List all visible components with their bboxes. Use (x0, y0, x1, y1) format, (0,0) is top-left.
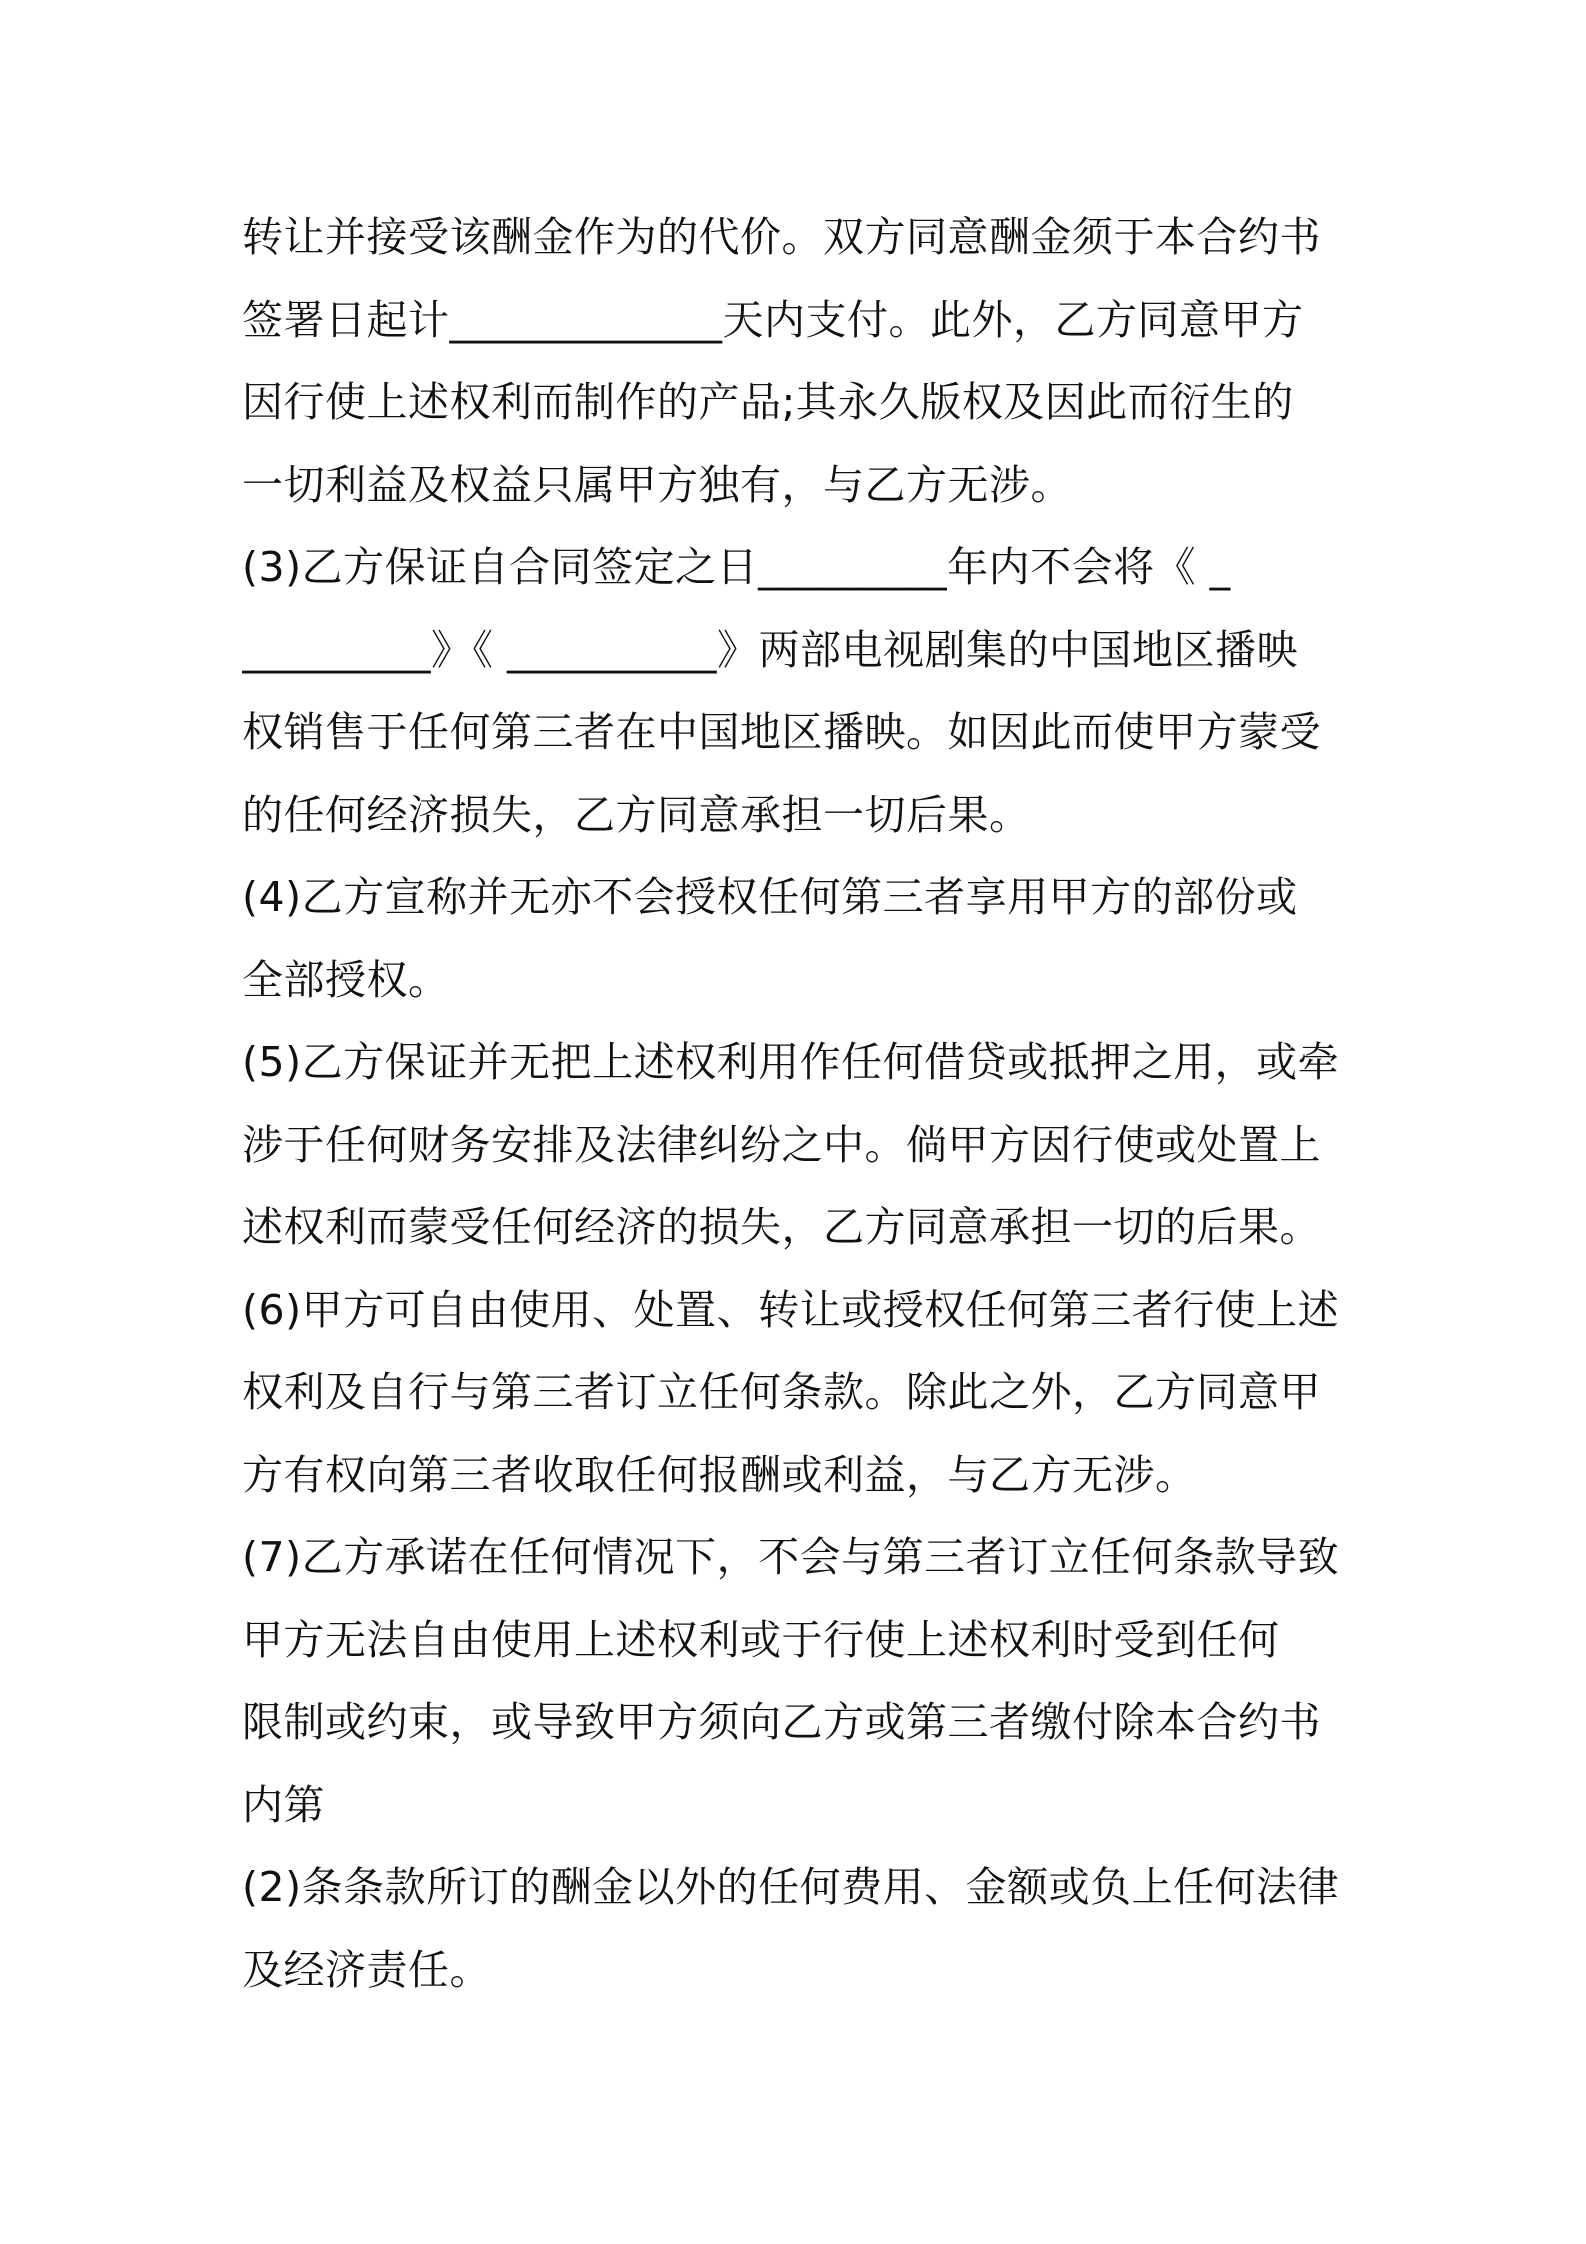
clause-6-line-2: 权利及自行与第三者订立任何条款。除此之外，乙方同意甲 (242, 1368, 1321, 1416)
clause-7-line-2: 甲方无法自由使用上述权利或于行使上述权利时受到任何 (242, 1615, 1280, 1664)
text-line-2: 签署日起计_____________天内支付。此外，乙方同意甲方 (242, 295, 1304, 344)
clause-7-line-3: 限制或约束，或导致甲方须向乙方或第三者缴付除本合约书 (242, 1698, 1321, 1746)
clause-5-line-1: (5)乙方保证并无把上述权利用作任何借贷或抵押之用，或牵 (242, 1038, 1340, 1086)
clause-5-line-2: 涉于任何财务安排及法律纠纷之中。倘甲方因行使或处置上 (242, 1120, 1321, 1169)
clause-3-line-2: _________》《 __________》两部电视剧集的中国地区播映 (242, 625, 1299, 674)
text-line-3: 因行使上述权利而制作的产品;其永久版权及因此而衍生的 (242, 378, 1294, 426)
clause-3-line-4: 的任何经济损失，乙方同意承担一切后果。 (242, 790, 1031, 839)
text-line-1: 转让并接受该酬金作为的代价。双方同意酬金须于本合约书 (242, 213, 1321, 261)
clause-3-line-1: (3)乙方保证自合同签定之日_________年内不会将《 _ (242, 543, 1231, 591)
clause-7-line-1: (7)乙方承诺在任何情况下，不会与第三者订立任何条款导致 (242, 1533, 1340, 1581)
clause-2-ref-line-1: (2)条条款所订的酬金以外的任何费用、金额或负上任何法律 (242, 1863, 1340, 1911)
contract-text-body (242, 196, 1362, 2011)
clause-3-line-3: 权销售于任何第三者在中国地区播映。如因此而使甲方蒙受 (242, 708, 1321, 756)
clause-5-line-3: 述权利而蒙受任何经济的损失，乙方同意承担一切的后果。 (242, 1203, 1321, 1251)
clause-6-line-3: 方有权向第三者收取任何报酬或利益，与乙方无涉。 (242, 1450, 1197, 1499)
clause-6-line-1: (6)甲方可自由使用、处置、转让或授权任何第三者行使上述 (242, 1285, 1340, 1334)
clause-4-line-1: (4)乙方宣称并无亦不会授权任何第三者享用甲方的部份或 (242, 873, 1298, 921)
clause-7-line-4: 内第 (242, 1780, 325, 1829)
text-line-4: 一切利益及权益只属甲方独有，与乙方无涉。 (242, 460, 1072, 509)
clause-2-ref-line-2: 及经济责任。 (242, 1945, 491, 1994)
clause-4-line-2: 全部授权。 (242, 955, 450, 1004)
